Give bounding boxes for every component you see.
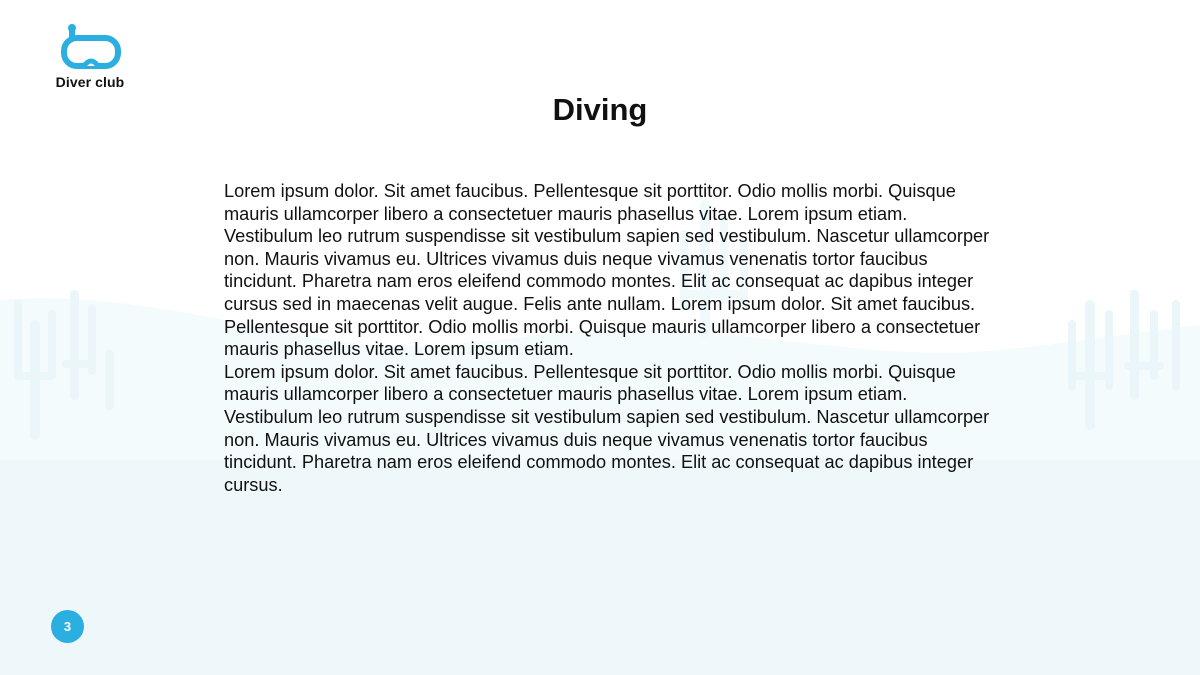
page-number-badge: 3 [51, 610, 84, 643]
body-text [224, 180, 994, 496]
logo-text: Diver club [55, 74, 125, 90]
brand-logo [45, 22, 135, 90]
slide-title: Diving [552, 92, 648, 127]
paragraph: Lorem ipsum dolor. Sit amet faucibus. Pellentesque sit porttitor. Odio mollis morbi. Quisque mauris ullamcorper libero a consectetuer mauris phasellus vitae. Lorem ipsum etiam. Vestibulum leo rutrum suspendisse sit vestibulum sapien sed vestibulum. Nascetur ullamcorper non. Mauris vivamus eu. Ultrices vivamus duis neque vivamus venenatis tortor faucibus tincidunt. Pharetra nam eros eleifend commodo montes. Elit ac consequat ac dapibus integer cursus sed in maecenas velit augue. Felis ante nullam. Lorem ipsum dolor. Sit amet faucibus. Pellentesque sit porttitor. Odio mollis morbi. Quisque mauris ullamcorper libero a consectetuer mauris phasellus vitae. Lorem ipsum etiam. [224, 181, 990, 360]
diving-mask-icon [58, 22, 122, 70]
paragraph: Lorem ipsum dolor. Sit amet faucibus. Pellentesque sit porttitor. Odio mollis morbi. Quisque mauris ullamcorper libero a consectetuer mauris phasellus vitae. Lorem ipsum etiam. Vestibulum leo rutrum suspendisse sit vestibulum sapien sed vestibulum. Nascetur ullamcorper non. Mauris vivamus eu. Ultrices vivamus duis neque vivamus venenatis tortor faucibus tincidunt. Pharetra nam eros eleifend commodo montes. Elit ac consequat ac dapibus integer cursus. [224, 361, 990, 495]
